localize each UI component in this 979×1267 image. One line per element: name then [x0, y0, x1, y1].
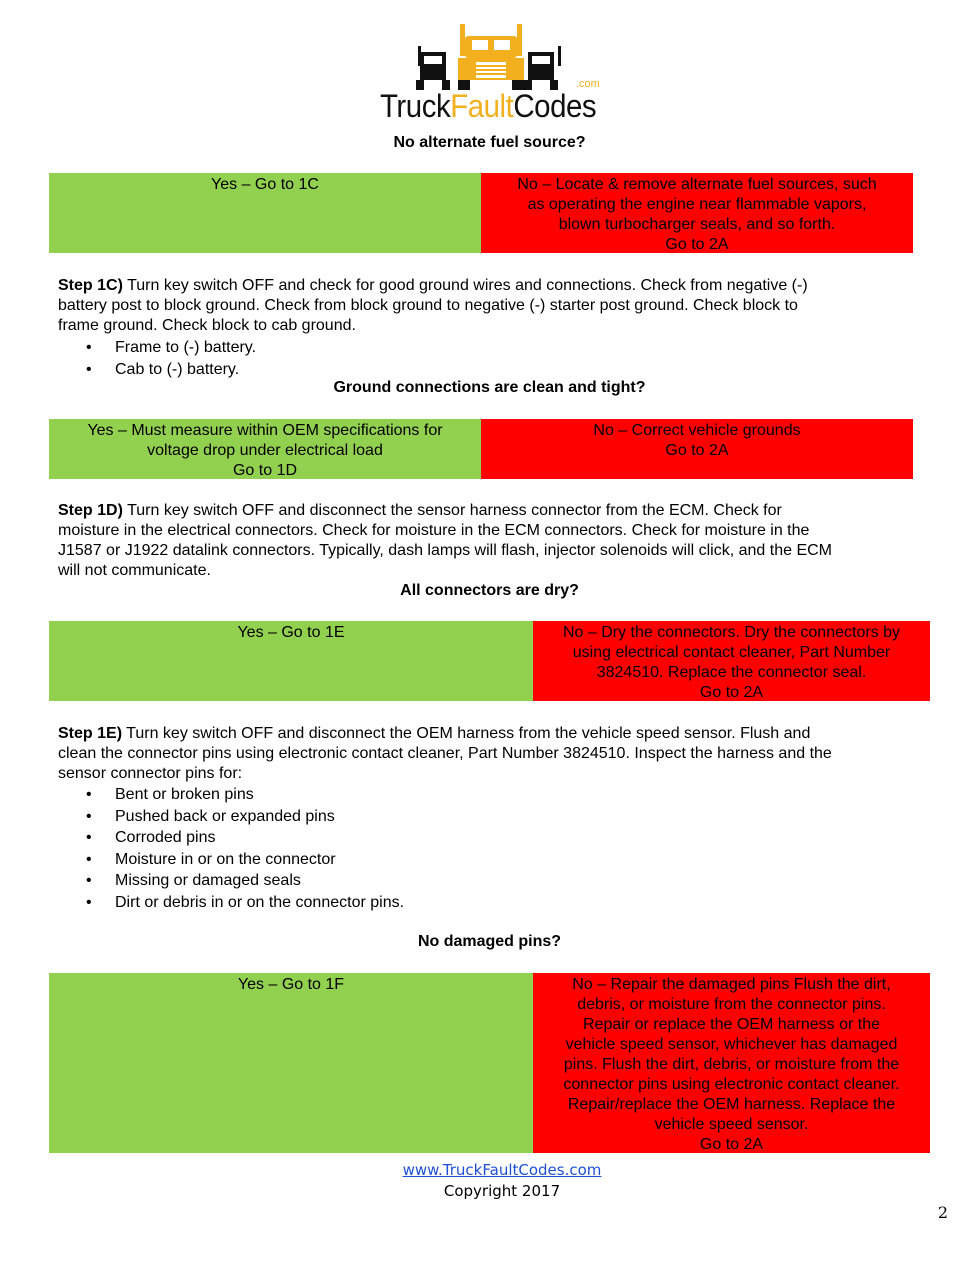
question-heading: No damaged pins?	[417, 933, 562, 950]
list-item: • Bent or broken pins	[86, 784, 404, 806]
website-link[interactable]: www.TruckFaultCodes.com	[402, 1161, 602, 1179]
list-item: • Corroded pins	[86, 827, 404, 849]
list-item: • Moisture in or on the connector	[86, 849, 404, 871]
logo-com-text: .com	[576, 78, 600, 90]
decision-table	[49, 973, 930, 1153]
question-heading: All connectors are dry?	[400, 582, 579, 599]
logo-wordmark: TruckFaultCodes	[380, 88, 597, 124]
truck-logo-icon	[380, 22, 602, 92]
step-paragraph: Step 1C) Turn key switch OFF and check for good ground wires and connections. Check from negative (-) battery post to block ground. Check from block ground to negative (-) starter post ground. Check block to frame ground. Check block to cab ground.	[58, 277, 808, 334]
list-item: • Missing or damaged seals	[86, 870, 404, 892]
yes-cell: Yes – Must measure within OEM specifications for voltage drop under electrical load Go to 1D	[49, 419, 481, 479]
bullet-list	[86, 784, 404, 913]
list-item: • Frame to (-) battery.	[86, 337, 256, 359]
yes-cell: Yes – Go to 1E	[49, 621, 533, 701]
bullet-list	[86, 337, 256, 380]
no-cell: No – Dry the connectors. Dry the connectors by using electrical contact cleaner, Part Number 3824510. Replace the connector seal. Go to 2A	[533, 621, 930, 701]
footer-link-row	[0, 1161, 979, 1179]
no-cell: No – Correct vehicle grounds Go to 2A	[481, 419, 913, 479]
decision-table	[49, 173, 913, 253]
decision-table	[49, 419, 913, 479]
page-number: 2	[937, 1203, 948, 1222]
step-paragraph: Step 1D) Turn key switch OFF and disconnect the sensor harness connector from the ECM. Check for moisture in the electrical connectors. Check for moisture in the ECM connectors. Check for moisture in the J1587 or J1922 datalink connectors. Typically, dash lamps will flash, injector solenoids will click, and the ECM will not communicate.	[58, 502, 832, 579]
list-item: • Pushed back or expanded pins	[86, 806, 404, 828]
question-heading: Ground connections are clean and tight?	[333, 379, 646, 396]
decision-table	[49, 621, 930, 701]
yes-cell: Yes – Go to 1C	[49, 173, 481, 253]
yes-cell: Yes – Go to 1F	[49, 973, 533, 1153]
site-logo	[380, 22, 602, 130]
copyright-text: Copyright 2017	[443, 1182, 561, 1200]
step-paragraph: Step 1E) Turn key switch OFF and disconnect the OEM harness from the vehicle speed sensor. Flush and clean the connector pins using electronic contact cleaner, Part Number 3824510. Inspect the harness and the sensor connector pins for:	[58, 725, 832, 782]
no-cell: No – Repair the damaged pins Flush the dirt, debris, or moisture from the connector pins. Repair or replace the OEM harness or the vehicle speed sensor, whichever has damaged pins. Flush the dirt, debris, or moisture from the connector pins using electronic contact cleaner. Repair/replace the OEM harness. Replace the vehicle speed sensor. Go to 2A	[533, 973, 930, 1153]
question-heading: No alternate fuel source?	[393, 134, 586, 151]
list-item: • Cab to (-) battery.	[86, 359, 256, 381]
no-cell: No – Locate & remove alternate fuel sources, such as operating the engine near flammable vapors, blown turbocharger seals, and so forth. Go to 2A	[481, 173, 913, 253]
list-item: • Dirt or debris in or on the connector pins.	[86, 892, 404, 914]
